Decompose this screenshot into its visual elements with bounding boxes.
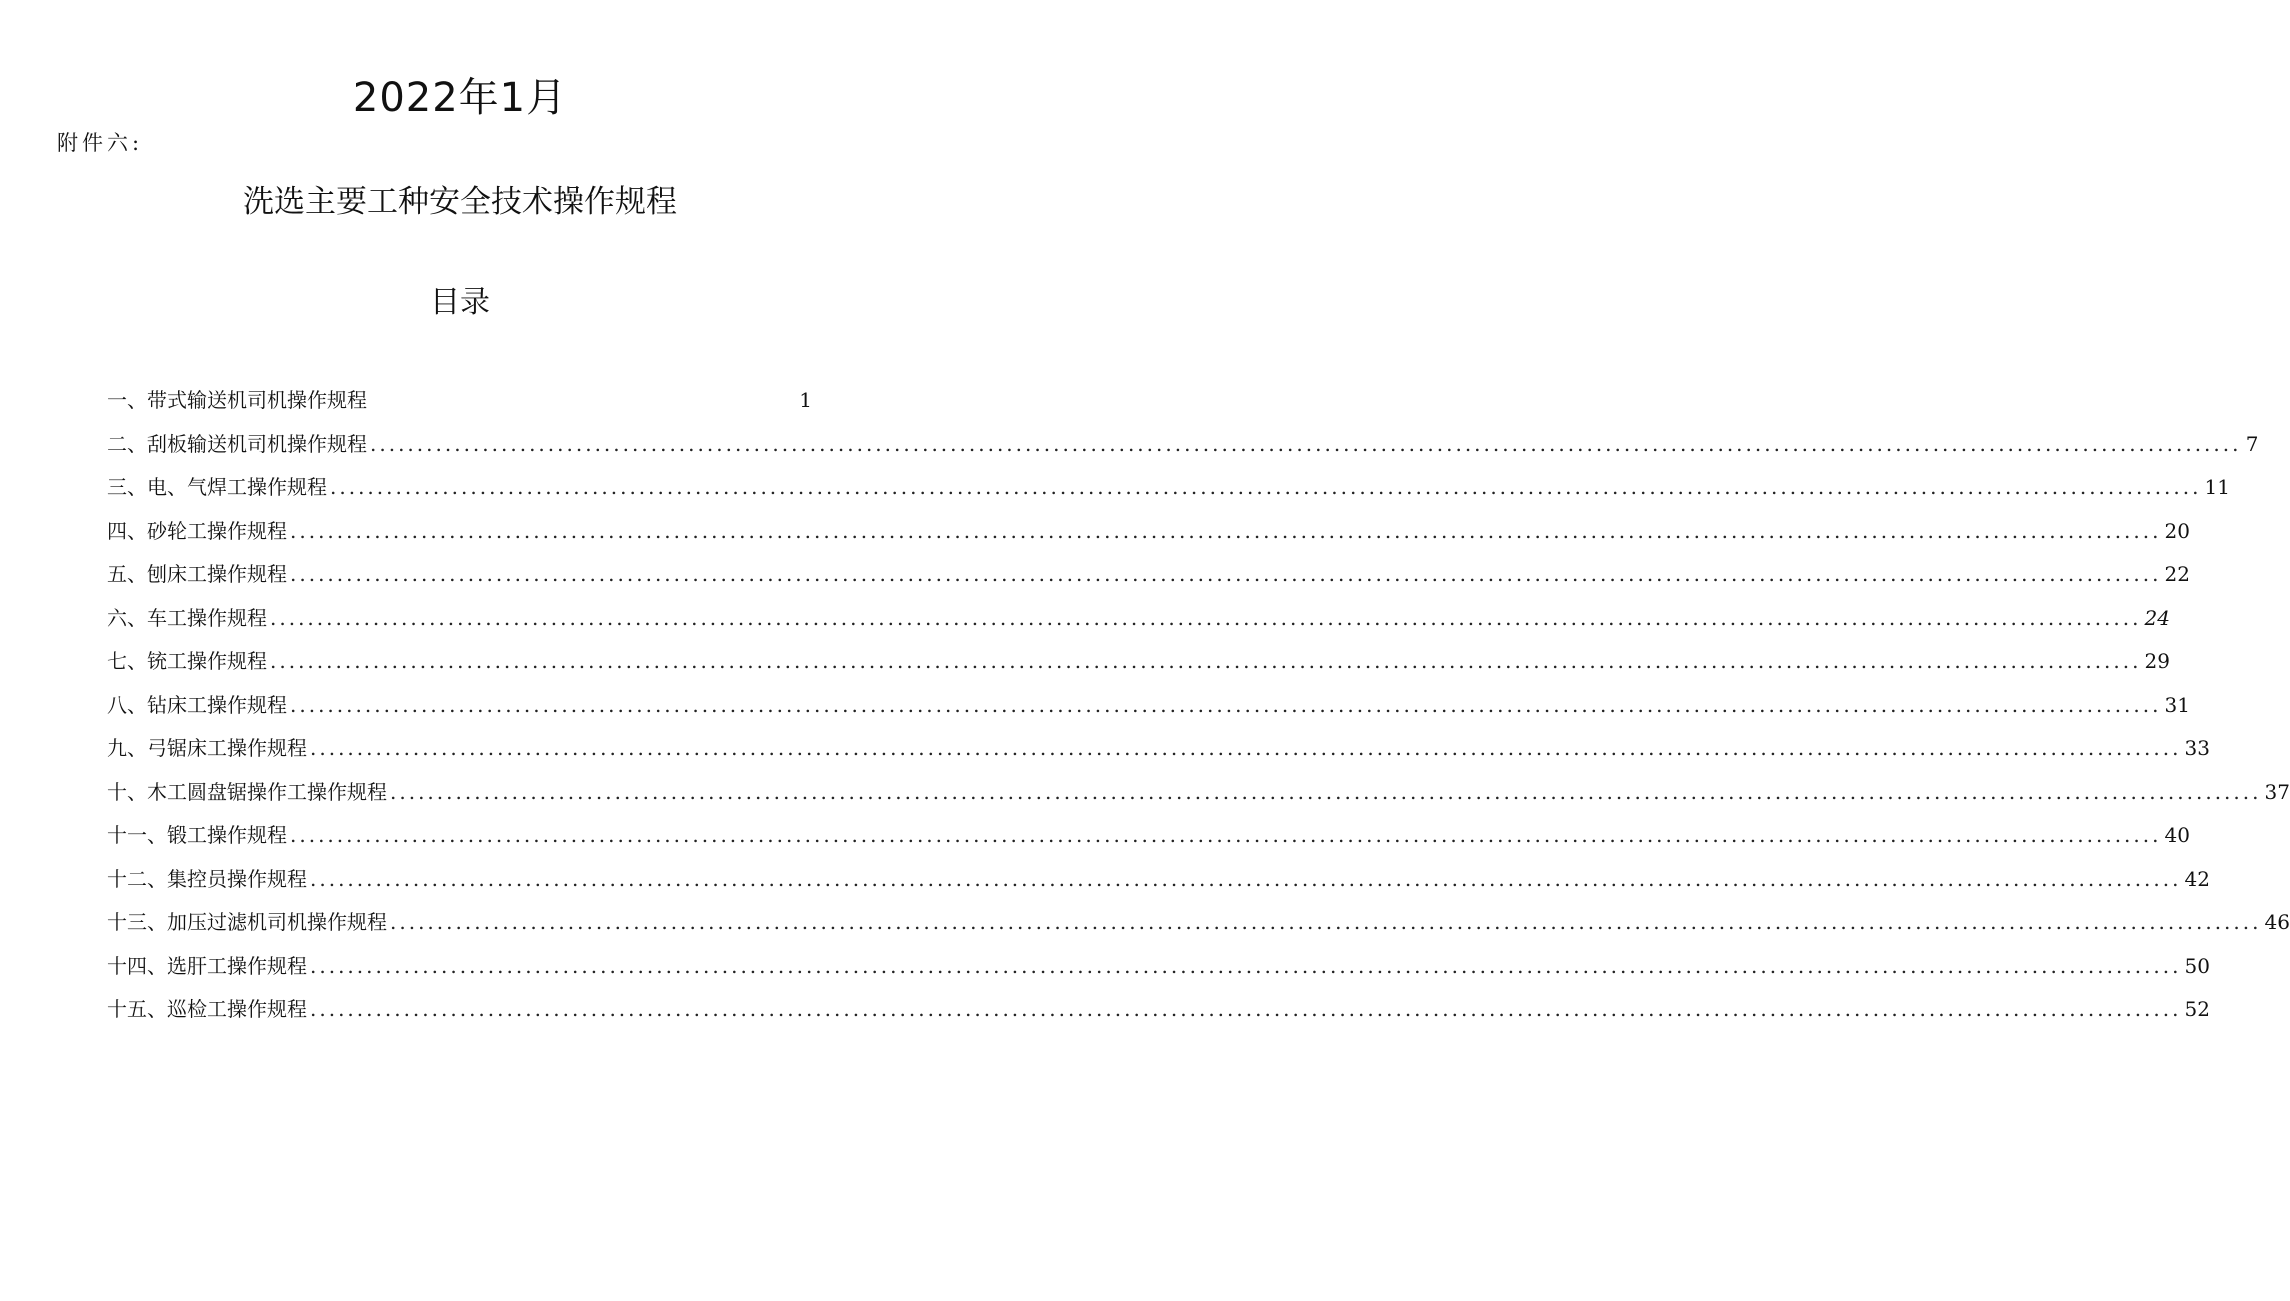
toc-entry-label: 九、弓锯床工操作规程: [107, 736, 307, 760]
toc-entry-page: 52: [2184, 997, 2210, 1021]
toc-entry-page: 1: [799, 388, 812, 412]
toc-entry[interactable]: [107, 945, 2210, 989]
toc-entry[interactable]: [107, 379, 812, 423]
toc-entry-page: 40: [2164, 823, 2190, 847]
toc-leader: ........................................................................................................................................................................................................: [310, 953, 2182, 978]
toc-leader: ........................................................................................................................................................................................................: [290, 823, 2162, 847]
toc-entry[interactable]: [107, 814, 2190, 858]
toc-leader: ........................................................................................................................................................................................................: [330, 475, 2202, 499]
toc-entry-page: 20: [2164, 518, 2190, 543]
toc-entry[interactable]: [107, 597, 2170, 641]
toc-entry[interactable]: [107, 466, 2230, 510]
toc-entry-label: 十一、锻工操作规程: [107, 823, 287, 847]
toc-entry-label: 五、刨床工操作规程: [107, 562, 287, 586]
toc-entry-label: 三、电、气焊工操作规程: [107, 475, 327, 499]
toc-leader: ........................................................................................................................................................................................................: [270, 649, 2142, 673]
toc-leader: ........................................................................................................................................................................................................: [370, 431, 2242, 456]
toc-entry-label: 十五、巡检工操作规程: [107, 997, 307, 1021]
toc-entry-page: 11: [2204, 475, 2230, 499]
toc-entry-label: 七、铳工操作规程: [107, 649, 267, 673]
toc-entry[interactable]: [107, 771, 2290, 815]
toc-entry-page: 29: [2144, 649, 2170, 673]
toc-entry-page: 31: [2164, 692, 2190, 717]
toc-entry[interactable]: [107, 553, 2190, 597]
toc-leader: ........................................................................................................................................................................................................: [290, 692, 2162, 717]
toc-entry-page: 42: [2184, 866, 2210, 891]
toc-leader: ........................................................................................................................................................................................................: [390, 910, 2262, 934]
toc-entry-page: 7: [2245, 431, 2259, 456]
document-title: 洗选主要工种安全技术操作规程: [243, 184, 677, 220]
toc-leader: ........................................................................................................................................................................................................: [310, 866, 2182, 891]
toc-entry[interactable]: [107, 423, 2259, 467]
toc-entry[interactable]: [107, 640, 2170, 684]
toc-entry-label: 六、车工操作规程: [107, 605, 267, 630]
toc-entry[interactable]: [107, 684, 2190, 728]
toc-entry[interactable]: [107, 901, 2290, 945]
toc-entry-label: 十三、加压过滤机司机操作规程: [107, 910, 387, 934]
toc-entry-page: 22: [2164, 562, 2190, 586]
toc-entry-page: 33: [2184, 736, 2210, 760]
attachment-label: 附件六:: [57, 131, 144, 155]
toc-leader: ........................................................................................................................................................................................................: [310, 736, 2182, 760]
toc-entry-label: 十二、集控员操作规程: [107, 866, 307, 891]
toc-leader: ........................................................................................................................................................................................................: [390, 779, 2262, 804]
toc-entry-label: 十、木工圆盘锯操作工操作规程: [107, 779, 387, 804]
toc-entry-page: 50: [2184, 953, 2210, 978]
toc-entry-label: 八、钻床工操作规程: [107, 692, 287, 717]
toc-entry[interactable]: [107, 858, 2210, 902]
toc-entry-page: 46: [2264, 910, 2290, 934]
toc-entry[interactable]: [107, 510, 2190, 554]
toc-entry-label: 二、刮板输送机司机操作规程: [107, 431, 367, 456]
toc-leader: ........................................................................................................................................................................................................: [290, 518, 2162, 543]
toc-leader: ........................................................................................................................................................................................................: [310, 997, 2182, 1021]
toc-leader: ........................................................................................................................................................................................................: [270, 605, 2142, 630]
document-date: 2022年1月: [352, 75, 568, 121]
toc-entry[interactable]: [107, 727, 2210, 771]
toc-leader: ........................................................................................................................................................................................................: [290, 562, 2162, 586]
toc-entry-label: 十四、选肝工操作规程: [107, 953, 307, 978]
toc-entry[interactable]: [107, 988, 2210, 1032]
toc-entry-page: 24: [2144, 605, 2170, 630]
table-of-contents: [107, 379, 2290, 1032]
toc-entry-label: 四、砂轮工操作规程: [107, 518, 287, 543]
toc-entry-label: 一、带式输送机司机操作规程: [107, 388, 367, 412]
toc-entry-page: 37: [2264, 779, 2290, 804]
toc-heading: 目录: [430, 285, 490, 320]
